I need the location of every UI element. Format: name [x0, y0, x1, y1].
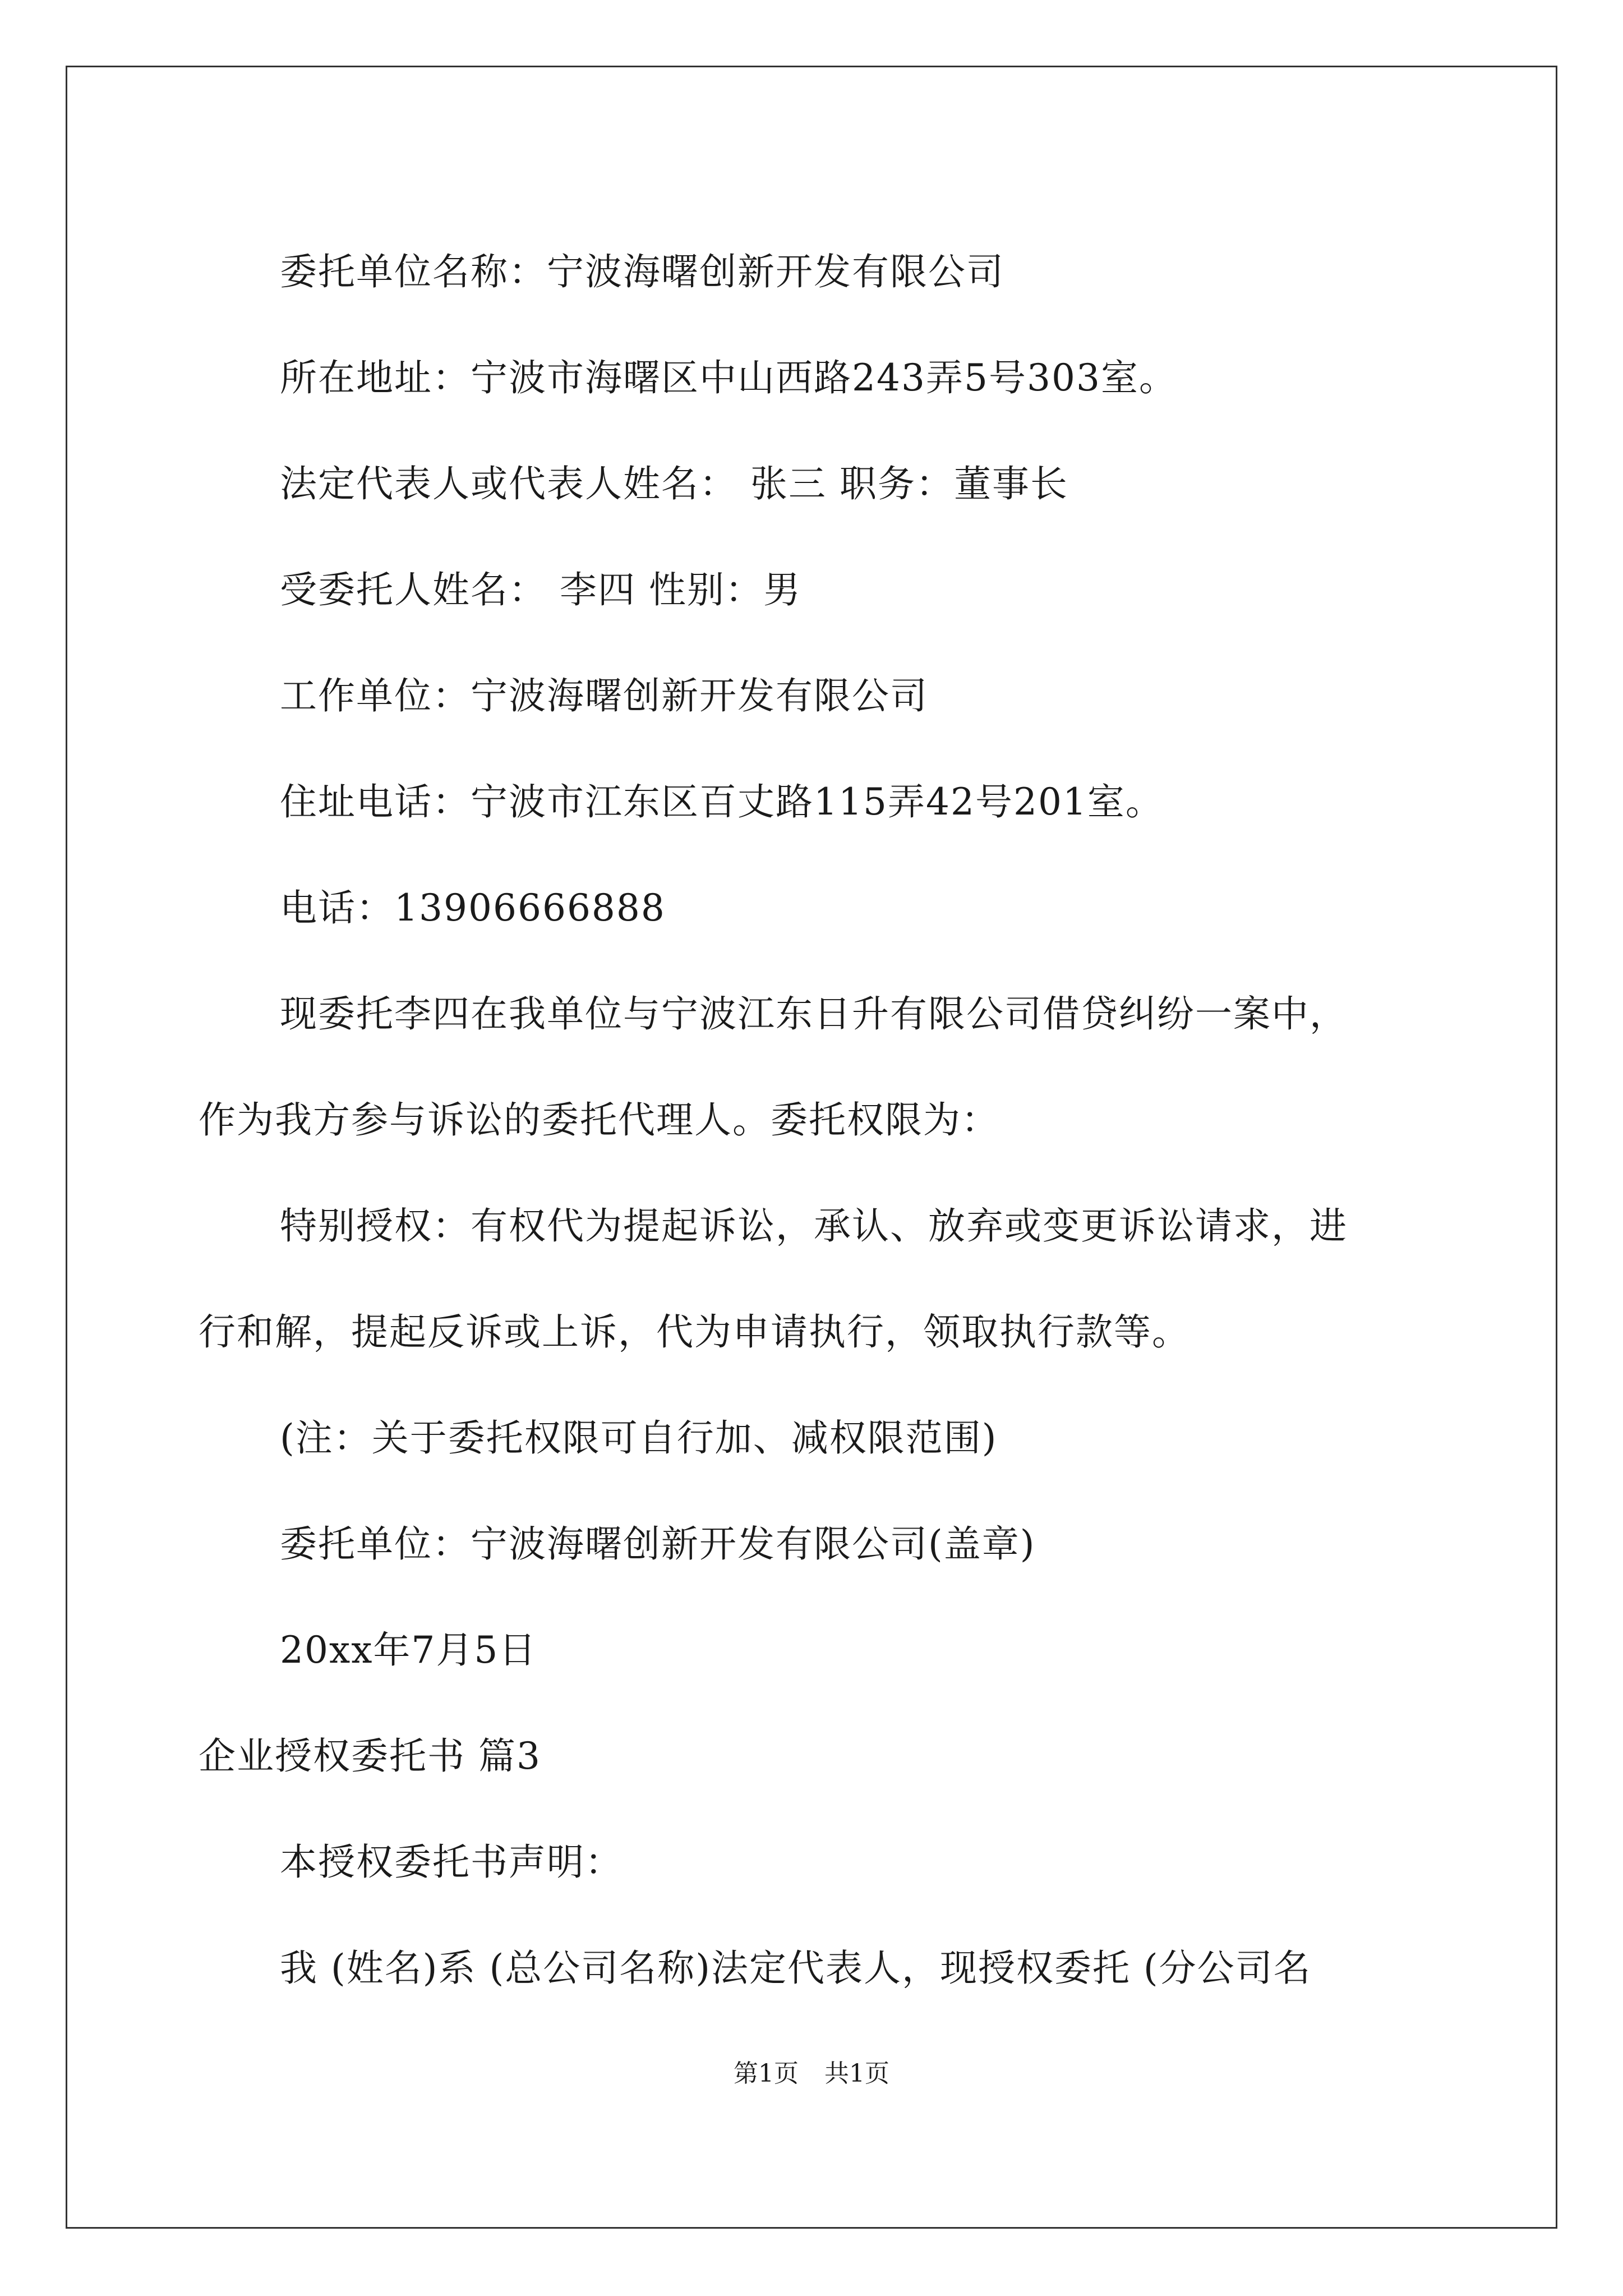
paragraph-legal-representative: 法定代表人或代表人姓名： 张三 职务：董事长: [280, 462, 1068, 505]
paragraph-phone: 电话：13906666888: [280, 886, 666, 930]
paragraph-date: 20xx年7月5日: [280, 1628, 537, 1672]
paragraph-agent-name: 受委托人姓名： 李四 性别：男: [280, 568, 801, 611]
paragraph-authorization: 我 (姓名)系 (总公司名称)法定代表人，现授权委托 (分公司名: [280, 1947, 1312, 1990]
paragraph-signing-unit: 委托单位：宁波海曙创新开发有限公司(盖章): [280, 1522, 1036, 1566]
paragraph-special-auth-line1: 特别授权：有权代为提起诉讼，承认、放弃或变更诉讼请求，进: [280, 1204, 1348, 1248]
section-heading: 企业授权委托书 篇3: [199, 1734, 541, 1778]
paragraph-entrustment-line2: 作为我方参与诉讼的委托代理人。委托权限为：: [199, 1098, 999, 1142]
paragraph-declaration: 本授权委托书声明：: [280, 1841, 623, 1884]
paragraph-client-address: 所在地址：宁波市海曙区中山西路243弄5号303室。: [280, 356, 1177, 399]
page-footer: [0, 2053, 1623, 2089]
document-body: [199, 219, 1432, 2021]
paragraph-special-auth-line2: 行和解，提起反诉或上诉，代为申请执行，领取执行款等。: [199, 1310, 1190, 1354]
paragraph-agent-address: 住址电话：宁波市江东区百丈路115弄42号201室。: [280, 780, 1164, 823]
paragraph-entrustment-line1: 现委托李四在我单位与宁波江东日升有限公司借贷纠纷一案中，: [280, 992, 1348, 1036]
paragraph-client-name: 委托单位名称：宁波海曙创新开发有限公司: [280, 250, 1004, 293]
paragraph-agent-workplace: 工作单位：宁波海曙创新开发有限公司: [280, 674, 928, 717]
paragraph-note: (注：关于委托权限可自行加、减权限范围): [280, 1416, 998, 1460]
page-number-current: 第1页: [734, 2059, 799, 2088]
page-number-total: 共1页: [824, 2059, 889, 2088]
